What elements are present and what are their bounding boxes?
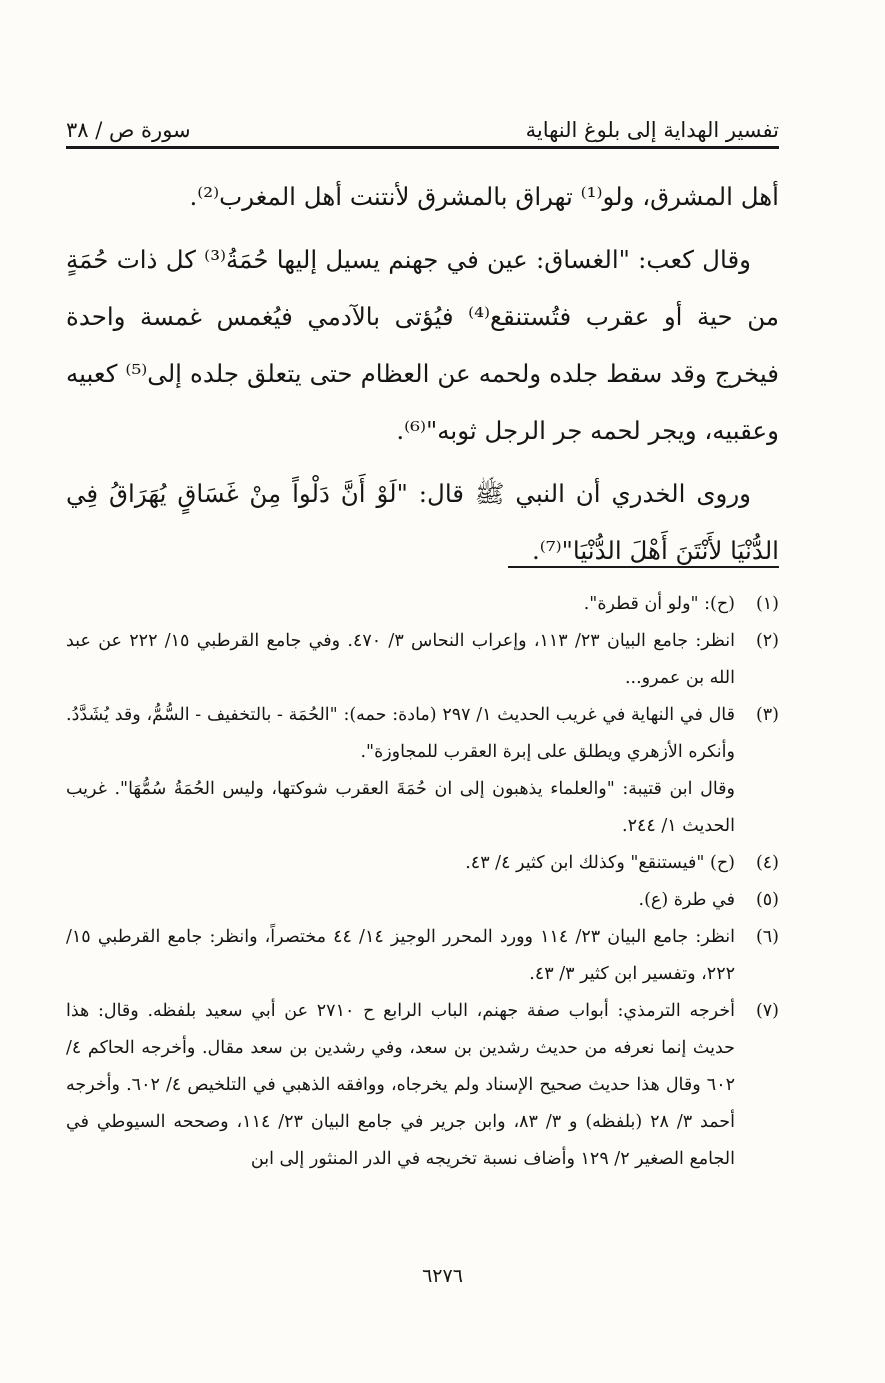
header-rule [66,146,779,149]
footnote-number: (٦) [755,927,779,947]
footnote-number: (٧) [755,1001,779,1021]
footnote-7 [66,993,779,1178]
footnote-text: قال في النهاية في غريب الحديث ١/ ٢٩٧ (مادة: حمه): "الحُمَة - بالتخفيف - السُّمُّ، وقد يُشَدَّدُ. وأنكره الأزهري ويطلق على إبرة العقرب للمجاوزة". [66,705,735,762]
footnote-number: (٢) [755,631,779,651]
footnote-text: في طرة (ع). [638,890,735,910]
paragraph-1: أهل المشرق، ولو⁽¹⁾ تهراق بالمشرق لأنتنت أهل المغرب⁽²⁾. [189,182,779,211]
page-number: ٦٢٧٦ [422,1265,463,1287]
footnote-number: (١) [755,594,779,614]
paragraph-2: وقال كعب: "الغساق: عين في جهنم يسيل إليها حُمَةُ⁽³⁾ كل ذات حُمَةٍ من حية أو عقرب فتُستنقع⁽⁴⁾ فيُؤتى بالآدمي فيُغمس غمسة واحدة فيخرج وقد سقط جلده ولحمه عن العظام حتى يتعلق جلده إلى⁽⁵⁾ كعبيه وعقبيه، ويجر لحمه جر الرجل ثوبه"⁽⁶⁾. [66,245,779,445]
footnote-6 [66,919,779,993]
footnote-3 [66,697,779,845]
footnote-text: انظر: جامع البيان ٢٣/ ١١٤ وورد المحرر الوجيز ١٤/ ٤٤ مختصراً، وانظر: جامع القرطبي ١٥/ ٢٢٢، وتفسير ابن كثير ٣/ ٤٣. [66,927,735,984]
footnote-4 [66,845,779,882]
footnote-text: انظر: جامع البيان ٢٣/ ١١٣، وإعراب النحاس ٣/ ٤٧٠. وفي جامع القرطبي ١٥/ ٢٢٢ عن عبد الله بن عمرو... [66,631,735,688]
running-header [66,102,779,142]
footnote-text: وقال ابن قتيبة: "والعلماء يذهبون إلى ان حُمَةَ العقرب شوكتها، وليس الحُمَةُ سُمُّهَا". غريب الحديث ١/ ٢٤٤. [66,779,735,836]
footnote-2 [66,623,779,697]
footnote-text: أخرجه الترمذي: أبواب صفة جهنم، الباب الرابع ح ٢٧١٠ عن أبي سعيد بلفظه. وقال: هذا حديث إنما نعرفه من حديث رشدين بن سعد، وفي رشدين بن سعد مقال. وأخرجه الحاكم ٤/ ٦٠٢ وقال هذا حديث صحيح الإسناد ولم يخرجاه، ووافقه الذهبي في التلخيص ٤/ ٦٠٢. وأخرجه أحمد ٣/ ٢٨ (بلفظه) و ٣/ ٨٣، وابن جرير في جامع البيان ٢٣/ ١١٤، وصححه السيوطي في الجامع الصغير ٢/ ١٢٩ وأضاف نسبة تخريجه في الدر المنثور إلى ابن [66,1001,735,1169]
main-text [66,168,779,585]
surah-reference: سورة ص / ٣٨ [66,118,191,142]
footnote-text: (ح): "ولو أن قطرة". [583,594,735,614]
footnote-number: (٣) [755,705,779,725]
footnote-5 [66,882,779,919]
footnote-number: (٥) [755,890,779,910]
footnote-number: (٤) [755,853,779,873]
footnote-rule [508,566,779,568]
paragraph-3: وروى الخدري أن النبي ﷺ قال: "لَوْ أَنَّ دَلْواً مِنْ غَسَاقٍ يُهَرَاقُ فِي الدُّنْيَا لأَنْتَنَ أَهْلَ الدُّنْيَا"⁽⁷⁾. [66,479,779,565]
footnote-text: (ح) "فيستنقع" وكذلك ابن كثير ٤/ ٤٣. [465,853,735,873]
footnotes [66,586,779,1178]
footnote-1 [66,586,779,623]
book-title: تفسير الهداية إلى بلوغ النهاية [525,118,779,142]
